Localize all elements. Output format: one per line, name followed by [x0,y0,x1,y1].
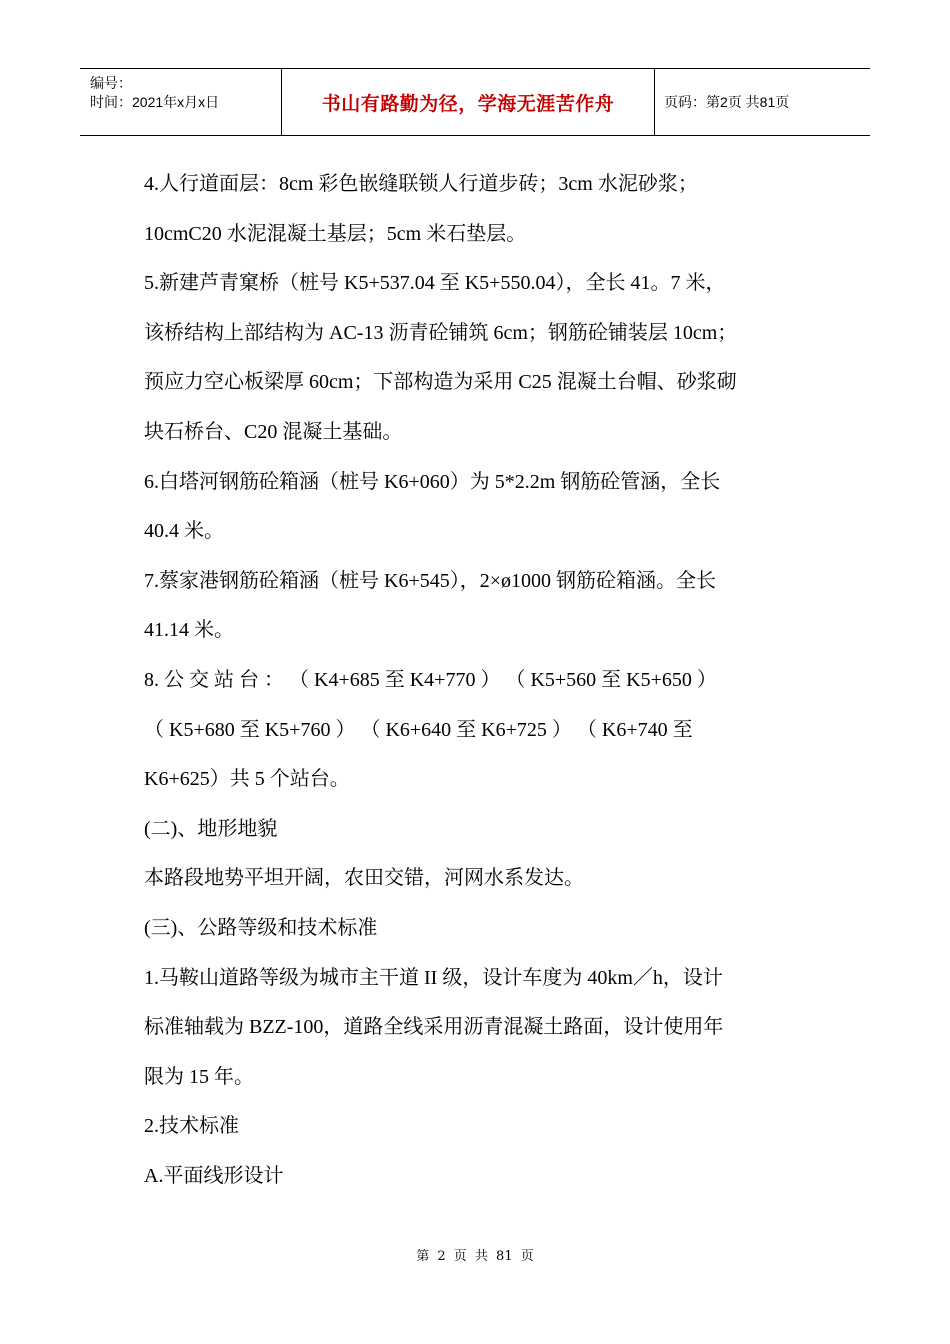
page-footer: 第 2 页 共 81 页 [416,1249,534,1264]
body-line: 限为 15 年。 [144,1065,254,1088]
document-body [144,160,807,1201]
body-line: 块石桥台、C20 混凝土基础。 [144,420,403,443]
body-line: 40.4 米。 [144,520,224,543]
body-line: 本路段地势平坦开阔，农田交错，河网水系发达。 [144,867,584,890]
body-line: 10cmC20 水泥混凝土基层；5cm 米石垫层。 [144,222,527,245]
section-heading: (三)、公路等级和技术标准 [144,916,378,939]
body-line: 该桥结构上部结构为 AC-13 沥青砼铺筑 6cm；钢筋砼铺装层 10cm； [144,321,738,344]
body-line: A.平面线形设计 [144,1164,284,1187]
document-time-label: 时间：2021年x月x日 [90,94,220,110]
header-page-info: 页码：第2页 共81页 [664,94,790,110]
body-line: 标准轴载为 BZZ-100，道路全线采用沥青混凝土路面，设计使用年 [144,1016,724,1039]
body-line: 预应力空心板梁厚 60cm；下部构造为采用 C25 混凝土台帽、砂浆砌 [144,371,737,394]
document-header [80,68,870,136]
section-heading: (二)、地形地貌 [144,817,278,840]
body-line: 2.技术标准 [144,1115,239,1138]
body-line: （ K5+680 至 K5+760 ） （ K6+640 至 K6+725 ） （ K6+740 至 [144,718,693,741]
header-meta-cell [80,69,282,135]
document-number-label: 编号： [90,75,132,91]
header-motto: 书山有路勤为径，学海无涯苦作舟 [321,92,615,115]
body-line: 5.新建芦青窠桥（桩号 K5+537.04 至 K5+550.04），全长 41。7 米， [144,272,726,295]
body-line: 7.蔡家港钢筋砼箱涵（桩号 K6+545），2×ø1000 钢筋砼箱涵。全长 [144,569,717,592]
body-line: 1.马鞍山道路等级为城市主干道 II 级，设计车度为 40km／h，设计 [144,966,723,989]
body-line: 6.白塔河钢筋砼箱涵（桩号 K6+060）为 5*2.2m 钢筋砼管涵，全长 [144,470,721,493]
body-line: 4.人行道面层：8cm 彩色嵌缝联锁人行道步砖；3cm 水泥砂浆； [144,173,698,195]
body-line: 8. 公 交 站 台 ： （ K4+685 至 K4+770 ） （ K5+560 至 K5+650 ） [144,668,717,691]
body-line: K6+625）共 5 个站台。 [144,768,350,791]
header-motto-cell [282,69,655,135]
body-line: 41.14 米。 [144,619,234,642]
header-page-cell [655,69,870,135]
